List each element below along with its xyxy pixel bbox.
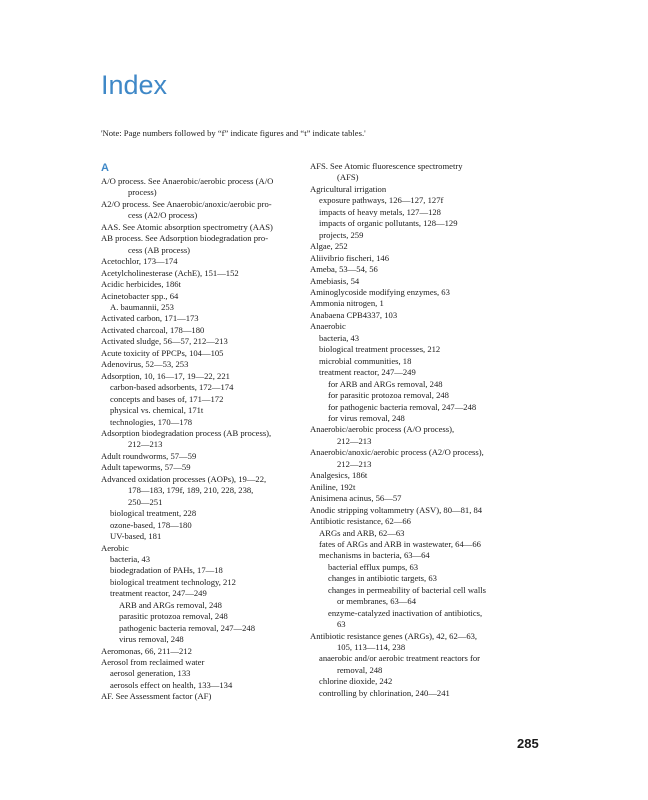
- index-note: 'Note: Page numbers followed by “f” indicate figures and “t” indicate tables.': [101, 128, 366, 138]
- index-entry: virus removal, 248: [119, 634, 184, 645]
- index-entry: Adult roundworms, 57—59: [101, 450, 197, 461]
- index-entry: technologies, 170—178: [110, 416, 193, 427]
- index-entry: Aerosol from reclaimed water: [101, 657, 205, 668]
- index-entry: Advanced oxidation processes (AOPs), 19—22,: [101, 473, 267, 484]
- index-entry: bacteria, 43: [319, 332, 360, 343]
- index-entry: AB process. See Adsorption biodegradation pro-: [101, 233, 269, 244]
- index-entry: physical vs. chemical, 171t: [110, 405, 204, 416]
- index-entry: 212—213: [337, 435, 372, 446]
- index-entry: Anabaena CPB4337, 103: [310, 309, 398, 320]
- index-entry: Adult tapeworms, 57—59: [101, 462, 191, 473]
- index-entry: biological treatment, 228: [110, 508, 197, 519]
- index-entry: A. baumannii, 253: [110, 301, 174, 312]
- index-entry: Amebiasis, 54: [310, 275, 360, 286]
- index-entry: carbon-based adsorbents, 172—174: [110, 382, 234, 393]
- index-entry: biological treatment technology, 212: [110, 576, 236, 587]
- index-entry: process): [128, 187, 157, 198]
- index-entry: Adsorption biodegradation process (AB process),: [101, 427, 272, 438]
- index-entry: pathogenic bacteria removal, 247—248: [119, 622, 256, 633]
- index-entry: AF. See Assessment factor (AF): [101, 691, 212, 702]
- index-entry: 212—213: [128, 439, 163, 450]
- index-entry: parasitic protozoa removal, 248: [119, 611, 228, 622]
- index-entry: Acetochlor, 173—174: [101, 256, 178, 267]
- index-entry: chlorine dioxide, 242: [319, 676, 393, 687]
- index-entry: Ammonia nitrogen, 1: [310, 298, 384, 309]
- index-entry: Acinetobacter spp., 64: [101, 290, 179, 301]
- index-entry: A/O process. See Anaerobic/aerobic process (A/O: [101, 176, 274, 186]
- index-entry: AAS. See Atomic absorption spectrometry (AAS): [101, 221, 273, 232]
- index-entry: (AFS): [337, 172, 359, 183]
- index-entry: biological treatment processes, 212: [319, 344, 441, 355]
- index-entry: exposure pathways, 126—127, 127f: [319, 195, 444, 206]
- index-entry: Adenovirus, 52—53, 253: [101, 359, 189, 370]
- index-entry: microbial communities, 18: [319, 355, 412, 366]
- index-entry: for ARB and ARGs removal, 248: [328, 378, 443, 389]
- index-column-right: [310, 161, 520, 699]
- page-number: 285: [517, 736, 539, 751]
- index-entry: Anodic stripping voltammetry (ASV), 80—81, 84: [310, 504, 483, 515]
- index-entry: Antibiotic resistance, 62—66: [310, 516, 411, 527]
- index-entry: Algae, 252: [310, 241, 348, 252]
- index-entry: impacts of organic pollutants, 128—129: [319, 218, 458, 229]
- index-entry: for virus removal, 248: [328, 412, 405, 423]
- index-entry: cess (A2/O process): [128, 210, 198, 221]
- index-entry: 250—251: [128, 496, 163, 507]
- index-entry: Aliivibrio fischeri, 146: [310, 252, 390, 263]
- index-entry: controlling by chlorination, 240—241: [319, 687, 450, 698]
- index-entry: Anaerobic: [310, 321, 346, 332]
- index-entry: ARB and ARGs removal, 248: [119, 599, 222, 610]
- index-entry: Aminoglycoside modifying enzymes, 63: [310, 286, 450, 297]
- index-entry: impacts of heavy metals, 127—128: [319, 206, 441, 217]
- index-entry: changes in antibiotic targets, 63: [328, 573, 437, 584]
- index-entry: Acidic herbicides, 186t: [101, 279, 181, 290]
- index-entry: AFS. See Atomic fluorescence spectrometry: [310, 161, 463, 171]
- index-entry: or membranes, 63—64: [337, 596, 416, 607]
- index-entry: aerosol generation, 133: [110, 668, 191, 679]
- index-entry: Anaerobic/anoxic/aerobic process (A2/O process),: [310, 447, 484, 458]
- index-entry: changes in permeability of bacterial cell walls: [328, 584, 486, 595]
- index-entry: Activated charcoal, 178—180: [101, 324, 205, 335]
- index-entry: Adsorption, 10, 16—17, 19—22, 221: [101, 370, 230, 381]
- index-entry: 212—213: [337, 458, 372, 469]
- index-entry: bacteria, 43: [110, 553, 151, 564]
- index-entry: for parasitic protozoa removal, 248: [328, 390, 449, 401]
- index-entry: removal, 248: [337, 664, 383, 675]
- index-entry: for pathogenic bacteria removal, 247—248: [328, 401, 477, 412]
- index-entry: Acute toxicity of PPCPs, 104—105: [101, 347, 224, 358]
- index-entry: anaerobic and/or aerobic treatment reactors for: [319, 653, 481, 664]
- index-entry: cess (AB process): [128, 244, 191, 255]
- index-column-left: [101, 161, 301, 703]
- index-entry: mechanisms in bacteria, 63—64: [319, 550, 430, 561]
- index-entry: bacterial efflux pumps, 63: [328, 561, 419, 572]
- index-entry: UV-based, 181: [110, 531, 162, 542]
- index-entry: Acetylcholinesterase (AchE), 151—152: [101, 267, 239, 278]
- index-entry: Anisimena acinus, 56—57: [310, 493, 402, 504]
- index-entry: biodegradation of PAHs, 17—18: [110, 565, 223, 576]
- index-entry: Ameba, 53—54, 56: [310, 264, 378, 275]
- index-entry: treatment reactor, 247—249: [319, 367, 416, 378]
- index-entry: enzyme-catalyzed inactivation of antibiotics,: [328, 607, 483, 618]
- index-entry: Anaerobic/aerobic process (A/O process),: [310, 424, 455, 435]
- index-entry: Aeromonas, 66, 211—212: [101, 645, 192, 656]
- index-entry: ozone-based, 178—180: [110, 519, 192, 530]
- index-entry: 63: [337, 619, 346, 630]
- index-entry: treatment reactor, 247—249: [110, 588, 207, 599]
- index-entry: aerosols effect on health, 133—134: [110, 679, 233, 690]
- index-entry: fates of ARGs and ARB in wastewater, 64—66: [319, 538, 481, 549]
- index-entry: Aniline, 192t: [310, 481, 356, 492]
- section-letter: A: [101, 162, 109, 174]
- index-entry: Agricultural irrigation: [310, 183, 387, 194]
- page-title: Index: [101, 70, 168, 100]
- index-entry: Activated carbon, 171—173: [101, 313, 199, 324]
- index-entry: A2/O process. See Anaerobic/anoxic/aerobic pro-: [101, 198, 272, 209]
- index-entry: projects, 259: [319, 229, 364, 240]
- index-entry: concepts and bases of, 171—172: [110, 393, 224, 404]
- index-entry: Aerobic: [101, 542, 129, 553]
- index-entry: Analgesics, 186t: [310, 470, 368, 481]
- index-entry: 105, 113—114, 238: [337, 642, 406, 653]
- index-entry: ARGs and ARB, 62—63: [319, 527, 405, 538]
- index-entry: Antibiotic resistance genes (ARGs), 42, 62—63,: [310, 630, 478, 641]
- index-entry: Activated sludge, 56—57, 212—213: [101, 336, 228, 347]
- index-entry: 178—183, 179f, 189, 210, 228, 238,: [128, 485, 254, 496]
